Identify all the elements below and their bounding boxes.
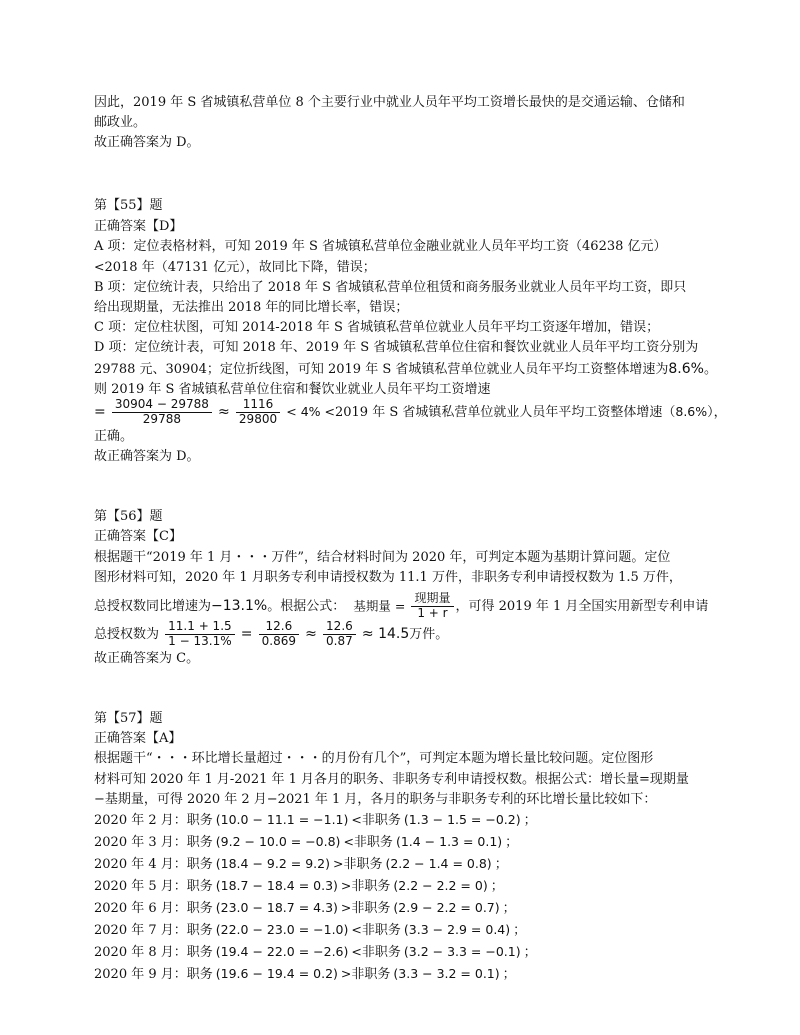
monthly-comparison-list	[94, 810, 714, 986]
comparison-row	[94, 854, 714, 876]
tail-text: 2019 年 S 省城镇私营单位就业人员年平均工资整体增速（	[334, 405, 676, 421]
option-d-line-2-text: 29788 元、30904；定位折线图，可知 2019 年 S 省城镇私营单位就业人员年平均工资整体增速为	[94, 361, 669, 377]
punct: 。	[703, 361, 717, 377]
non-job-growth: (3.3 − 3.2 = 0.1)	[393, 965, 500, 981]
question-55	[94, 196, 727, 467]
non-job-growth: (2.9 − 2.2 = 0.7)	[393, 899, 500, 915]
non-job-label: 非职务	[361, 922, 401, 938]
result-value: ≈ 14.5	[361, 626, 410, 643]
fraction-3	[323, 620, 356, 649]
document-page	[94, 93, 727, 986]
explanation-line-2: 图形材料可知，2020 年 1 月职务专利申请授权数为 11.1 万件，非职务专利申请授权数为 1.5 万件，	[94, 569, 682, 585]
fraction-numerator: 现期量	[411, 592, 453, 607]
month-label: 2020 年 8 月：职务	[94, 944, 213, 960]
correct-word: 正确。	[94, 428, 134, 444]
result-unit: 万件。	[409, 627, 449, 643]
non-job-label: 非职务	[353, 834, 393, 850]
fraction-denominator: 1 + r	[417, 605, 448, 620]
intro-line-1: 因此，2019 年 S 省城镇私营单位 8 个主要行业中就业人员年平均工资增长最快的是交通运输、仓储和	[94, 95, 685, 110]
fraction-denominator: 29800	[238, 412, 278, 427]
non-job-label: 非职务	[361, 812, 401, 828]
explanation-line-3	[94, 592, 714, 621]
fraction-denominator: 0.87	[326, 634, 353, 649]
yoy-growth: −13.1%	[211, 597, 268, 614]
comparison-row	[94, 920, 714, 942]
explanation-line-3: −基期量，可得 2020 年 2 月−2021 年 1 月，各月的职务与非职务专利的环比增长量比较如下：	[94, 791, 657, 807]
option-a-line-1: A 项：定位表格材料，可知 2019 年 S 省城镇私营单位金融业就业人员年平均工资（46238 亿元）	[94, 238, 667, 254]
row-end: ；	[494, 856, 508, 872]
fraction-denominator: 0.869	[261, 634, 297, 649]
comparison-row	[94, 898, 714, 920]
comparison-symbol: >	[332, 855, 344, 871]
correct-answer: 正确答案【A】	[94, 731, 182, 747]
equation-line	[94, 397, 727, 427]
row-end: ；	[502, 900, 516, 916]
comparison-symbol: >	[340, 899, 352, 915]
month-label: 2020 年 6 月：职务	[94, 900, 213, 916]
non-job-growth: (2.2 − 1.4 = 0.8)	[385, 855, 492, 871]
comparison-row	[94, 942, 714, 964]
non-job-growth: (1.4 − 1.3 = 0.1)	[395, 833, 503, 849]
overall-growth-rate: 8.6%	[675, 404, 708, 420]
non-job-growth: (3.3 − 2.9 = 0.4)	[403, 921, 511, 937]
option-a-line-2	[94, 257, 714, 278]
row-end: ；	[523, 812, 537, 828]
month-label: 2020 年 2 月：职务	[94, 812, 213, 828]
fraction-1	[112, 398, 212, 427]
correct-answer: 正确答案【D】	[94, 218, 183, 234]
question-title: 第【57】题	[94, 711, 163, 727]
fraction-numerator: 12.6	[323, 620, 356, 635]
fraction-denominator: 29788	[142, 412, 181, 427]
base-period-formula	[353, 592, 455, 621]
comparison-row	[94, 876, 714, 898]
non-job-label: 非职务	[351, 878, 391, 894]
job-related-growth: (19.6 − 19.4 = 0.2)	[215, 965, 338, 981]
formula-fraction	[411, 592, 453, 621]
inequality: < 4% <	[286, 404, 335, 420]
comparison-symbol: <	[351, 943, 362, 959]
explanation-line-1: 根据题干“2019 年 1 月・・・万件”，结合材料时间为 2020 年，可判定本题为基期计算问题。定位	[94, 549, 671, 565]
fraction-2	[259, 620, 299, 649]
job-related-growth: (22.0 − 23.0 = −1.0)	[215, 921, 349, 937]
comparison-row	[94, 810, 714, 832]
option-d-line-3: 则 2019 年 S 省城镇私营单位住宿和餐饮业就业人员年平均工资增速	[94, 382, 491, 398]
intro-section	[94, 93, 714, 153]
option-c-line-1: C 项：定位柱状图，可知 2014-2018 年 S 省城镇私营单位就业人员年平均工资逐年增加，错误；	[94, 320, 660, 336]
comparison-symbol: <	[351, 811, 362, 827]
option-a-line-2-text: 2018 年（47131 亿元），故同比下降，错误；	[104, 259, 376, 275]
growth-rate: 8.6%	[668, 360, 704, 377]
non-job-growth: (3.2 − 3.3 = −0.1)	[403, 943, 521, 959]
question-title: 第【55】题	[94, 198, 163, 214]
job-related-growth: (23.0 − 18.7 = 4.3)	[215, 899, 338, 915]
month-label: 2020 年 9 月：职务	[94, 966, 213, 982]
explanation-line-1: 根据题干“・・・环比增长量超过・・・的月份有几个”，可判定本题为增长量比较问题。定位图形	[94, 751, 654, 767]
row-end: ；	[513, 922, 527, 938]
row-end: ；	[523, 944, 537, 960]
question-56	[94, 507, 714, 669]
job-related-growth: (10.0 − 11.1 = −1.1)	[215, 811, 349, 827]
intro-answer: 故正确答案为 D。	[94, 135, 200, 151]
explanation-line-4	[94, 620, 714, 649]
comparison-row	[94, 832, 714, 854]
option-d-line-1: D 项：定位统计表，可知 2018 年、2019 年 S 省城镇私营单位住宿和餐饮业就业人员年平均工资分别为	[94, 340, 699, 356]
non-job-label: 非职务	[361, 944, 401, 960]
approx-sign: ≈	[218, 404, 230, 421]
explanation-line-2: 材料可知 2020 年 1 月-2021 年 1 月各月的职务、非职务专利申请授权数。根据公式：增长量=现期量	[94, 771, 689, 787]
fraction-numerator: 30904 − 29788	[112, 398, 212, 413]
line4-text: 总授权数为	[94, 627, 160, 643]
final-answer: 故正确答案为 C。	[94, 651, 200, 666]
final-answer: 故正确答案为 D。	[94, 449, 200, 465]
job-related-growth: (19.4 − 22.0 = −2.6)	[215, 943, 349, 959]
fraction-numerator: 1116	[236, 398, 280, 413]
option-b-line-1: B 项：定位统计表，只给出了 2018 年 S 省城镇私营单位租赁和商务服务业就业人员年平均工资，即只	[94, 279, 687, 295]
non-job-label: 非职务	[351, 900, 391, 916]
comparison-symbol: <	[343, 833, 354, 849]
comparison-symbol: >	[340, 877, 352, 893]
equals-sign: =	[240, 626, 253, 643]
fraction-numerator: 11.1 + 1.5	[165, 620, 235, 635]
fraction-1	[165, 620, 235, 649]
approx-sign: ≈	[305, 626, 317, 643]
line3-text-b: 。根据公式：	[267, 598, 346, 614]
question-title: 第【56】题	[94, 509, 163, 525]
tail-close: ），	[707, 405, 727, 421]
fraction-denominator: 1 − 13.1%	[168, 634, 232, 649]
fraction-2	[236, 398, 280, 427]
row-end: ；	[490, 878, 504, 894]
job-related-growth: (18.7 − 18.4 = 0.3)	[215, 877, 338, 893]
month-label: 2020 年 5 月：职务	[94, 878, 213, 894]
month-label: 2020 年 7 月：职务	[94, 922, 213, 938]
question-57	[94, 709, 714, 986]
formula-lhs: 基期量 =	[353, 598, 406, 614]
non-job-growth: (2.2 − 2.2 = 0)	[393, 877, 488, 893]
line3-text-c: ，可得 2019 年 1 月全国实用新型专利申请	[455, 598, 709, 614]
comparison-row	[94, 964, 714, 986]
correct-answer: 正确答案【C】	[94, 529, 182, 545]
non-job-label: 非职务	[343, 856, 383, 872]
option-b-line-2: 给出现期量，无法推出 2018 年的同比增长率，错误；	[94, 300, 409, 316]
row-end: ；	[502, 966, 516, 982]
non-job-label: 非职务	[351, 966, 391, 982]
month-label: 2020 年 4 月：职务	[94, 856, 213, 872]
intro-line-2: 邮政业。	[94, 115, 147, 131]
comparison-symbol: >	[340, 965, 352, 981]
non-job-growth: (1.3 − 1.5 = −0.2)	[403, 811, 521, 827]
job-related-growth: (9.2 − 10.0 = −0.8)	[215, 833, 341, 849]
comparison-symbol: <	[351, 921, 362, 937]
row-end: ；	[505, 834, 519, 850]
fraction-numerator: 12.6	[259, 620, 299, 635]
less-than-symbol: <	[94, 258, 105, 274]
option-d-line-2	[94, 359, 717, 381]
month-label: 2020 年 3 月：职务	[94, 834, 213, 850]
equals-sign: =	[94, 404, 106, 421]
line3-text-a: 总授权数同比增速为	[94, 598, 212, 614]
job-related-growth: (18.4 − 9.2 = 9.2)	[215, 855, 330, 871]
